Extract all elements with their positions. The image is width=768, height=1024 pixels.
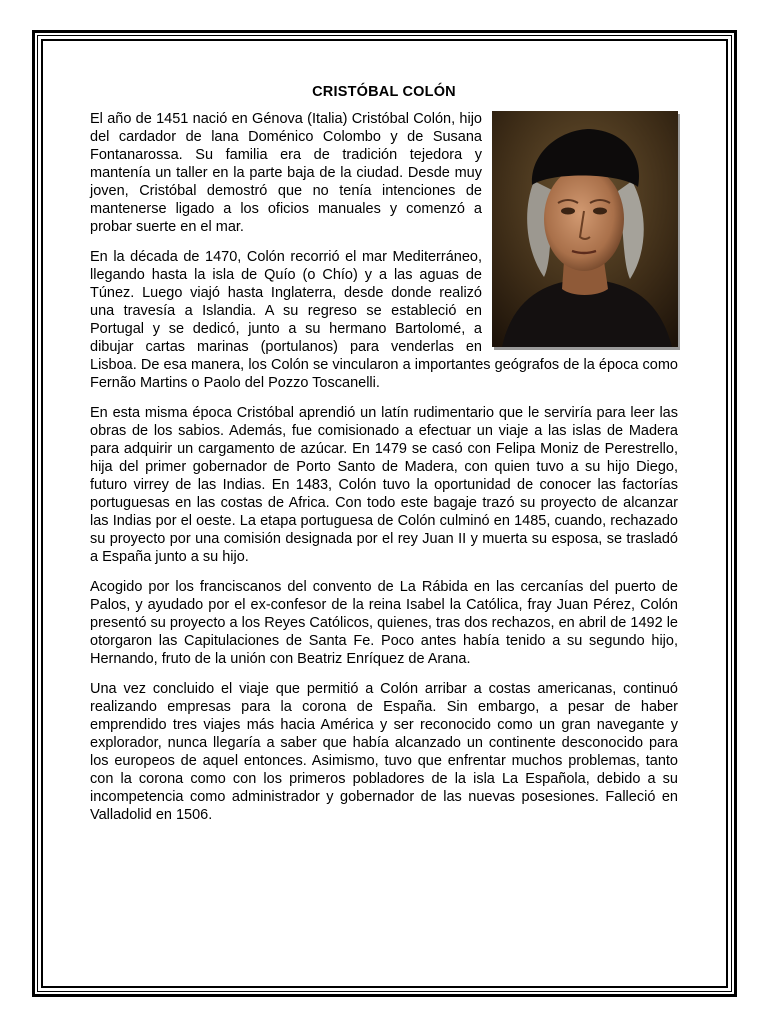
document-body	[90, 84, 678, 836]
paragraph-5: Una vez concluido el viaje que permitió a Colón arribar a costas americanas, continuó realizando empresas para la corona de España. Sin embargo, a pesar de haber emprendido tres viajes más hacia América y ser reconocido como un gran navegante y explorador, nunca llegaría a saber que había alcanzado un continente desconocido para los europeos de aquel entonces. Asimismo, tuvo que enfrentar muchos problemas, tanto con la corona como con los primeros pobladores de la isla La Española, debido a su incompetencia como administrador y gobernador de las nuevas posesiones. Falleció en Valladolid en 1506.	[90, 681, 678, 823]
document-title: CRISTÓBAL COLÓN	[312, 84, 456, 100]
paragraph-1: El año de 1451 nació en Génova (Italia) Cristóbal Colón, hijo del cardador de lana Doménico Colombo y de Susana Fontanarossa. Su familia era de tradición tejedora y mantenía un taller en la parte baja de la ciudad. Desde muy joven, Cristóbal demostró que no tenía intenciones de mantenerse ligado a los oficios manuales y comenzó a probar suerte en el mar.	[90, 111, 482, 235]
paragraph-4: Acogido por los franciscanos del convento de La Rábida en las cercanías del puerto de Palos, y ayudado por el ex-confesor de la reina Isabel la Católica, fray Juan Pérez, Colón presentó su proyecto a los Reyes Católicos, quienes, tras dos rechazos, en abril de 1492 le otorgaron las Capitulaciones de Santa Fe. Poco antes había tenido a su segundo hijo, Hernando, fruto de la unión con Beatriz Enríquez de Arana.	[90, 579, 678, 667]
paragraph-3: En esta misma época Cristóbal aprendió un latín rudimentario que le serviría para leer las obras de los sabios. Además, fue comisionado a efectuar un viaje a las islas de Madera para adquirir un cargamento de azúcar. En 1479 se casó con Felipa Moniz de Perestrello, hija del primer gobernador de Porto Santo de Madera, con quien tuvo a su hijo Diego, futuro virrey de las Indias. En 1483, Colón tuvo la oportunidad de conocer las factorías portuguesas en las costas de Africa. Con todo este bagaje trazó su proyecto de alcanzar las Indias por el oeste. La etapa portuguesa de Colón culminó en 1485, cuando, rechazado su proyecto por una comisión designada por el rey Juan II y muerta su esposa, se trasladó a España junto a su hijo.	[90, 405, 678, 565]
columbus-portrait-icon	[492, 111, 678, 347]
paragraph-2: En la década de 1470, Colón recorrió el mar Mediterráneo, llegando hasta la isla de Quío (o Chío) y a las aguas de Túnez. Luego viajó hasta Inglaterra, desde donde realizó una travesía a Islandia. A su regreso se estableció en Portugal y se dedicó, junto a su hermano Bartolomé, a dibujar cartas marinas (portulanos) para venderlas en Lisboa. De esa manera, los Colón se vincularon a importantes geógrafos de la época como Fernão Martins o Paolo del Pozzo Toscanelli.	[90, 249, 678, 391]
